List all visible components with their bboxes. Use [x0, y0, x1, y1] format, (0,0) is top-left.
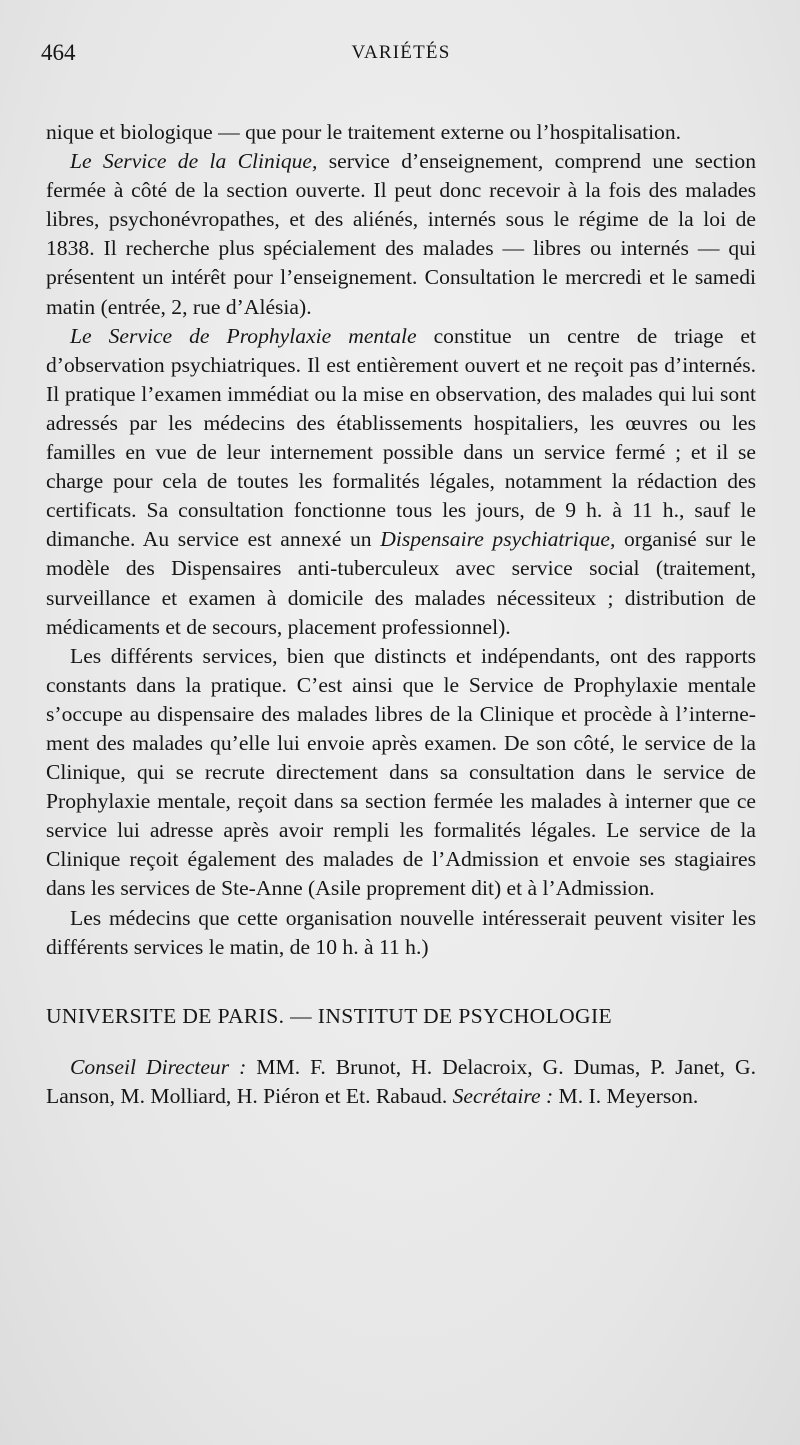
- text-run: Les différents services, bien que distincts et indépendants, ont des rapports constants dans la pratique. C’est ainsi que le Service de Prophylaxie mentale s’occupe au dispensaire des malades libres de la Clinique et procède à l’internement des malades qu’elle lui envoie après examen. De son côté, le service de la Clinique, qui se recrute directement dans sa consultation dans le service de Prophylaxie mentale, reçoit dans sa section fermée les malades à interner que ce service lui adresse après avoir rempli les formalités légales. Le service de la Clinique reçoit également des malades de l’Admission et envoie ses stagiaires dans les services de Ste-Anne (Asile proprement dit) et à l’Admission.: [46, 643, 756, 901]
- italic-run: Secrétaire :: [452, 1083, 554, 1108]
- text-run: nique et biologique — que pour le traitement externe ou l’hospitalisation.: [46, 120, 682, 144]
- paragraph: [46, 642, 756, 904]
- council-block: [46, 1053, 756, 1111]
- text-run: M. I. Meyerson.: [553, 1083, 699, 1108]
- council-paragraph: [46, 1053, 756, 1111]
- paragraph: [46, 904, 756, 962]
- text-run: constitue un centre de triage et d’observation psychiatriques. Il est entièrement ouvert et ne reçoit pas d’internés. Il pratique l’examen immédiat ou la mise en observation, des malades qui lui sont adressés par les médecins des établissements hospitaliers, les œuvres ou les familles en vue de leur internement possible dans un service fermé ; et il se charge pour cela de toutes les formalités légales, notamment la rédaction des certificats. Sa consultation fonctionne tous les jours, de 9 h. à 11 h., sauf le dimanche. Au service est annexé un: [46, 323, 756, 552]
- italic-run: Conseil Directeur :: [70, 1054, 247, 1079]
- paragraph: [46, 147, 756, 322]
- paragraph: [46, 322, 756, 642]
- text-run: MM. F. Brunot, H. Delacroix, G. Dumas, P. Janet, G. Lanson, M. Molliard, H. Piéron et Et. Rabaud.: [46, 1054, 756, 1108]
- italic-run: Dispensaire psychiatrique,: [380, 527, 616, 552]
- italic-run: Le Service de la Clinique,: [70, 149, 318, 174]
- text-run: service d’enseignement, comprend une section fermée à côté de la section ouverte. Il peut donc recevoir à la fois des malades libres, psychonévropathes, et des aliénés, internés sous le régime de la loi de 1838. Il recherche plus spécialement des malades — libres ou internés — qui présentent un intérêt pour l’enseignement. Consultation le mercredi et le samedi matin (entrée, 2, rue d’Alésia).: [46, 149, 756, 319]
- running-header: [41, 40, 756, 74]
- page-number: 464: [41, 40, 76, 65]
- paragraph: [46, 118, 756, 147]
- text-run: Les médecins que cette organisation nouvelle intéresserait peuvent visiter les différents services le matin, de 10 h. à 11 h.): [46, 905, 756, 959]
- italic-run: Le Service de Prophylaxie mentale: [70, 323, 417, 348]
- section-title: VARIÉTÉS: [351, 42, 451, 63]
- body-text: [46, 118, 756, 962]
- institute-heading: UNIVERSITE DE PARIS. — INSTITUT DE PSYCHOLOGIE: [46, 1003, 613, 1028]
- text-run: organisé sur le modèle des Dispensaires anti-tuberculeux avec service social (traitement, surveillance et examen à domicile des malades nécessiteux ; distribution de médicaments et de secours, placement professionnel).: [46, 527, 757, 639]
